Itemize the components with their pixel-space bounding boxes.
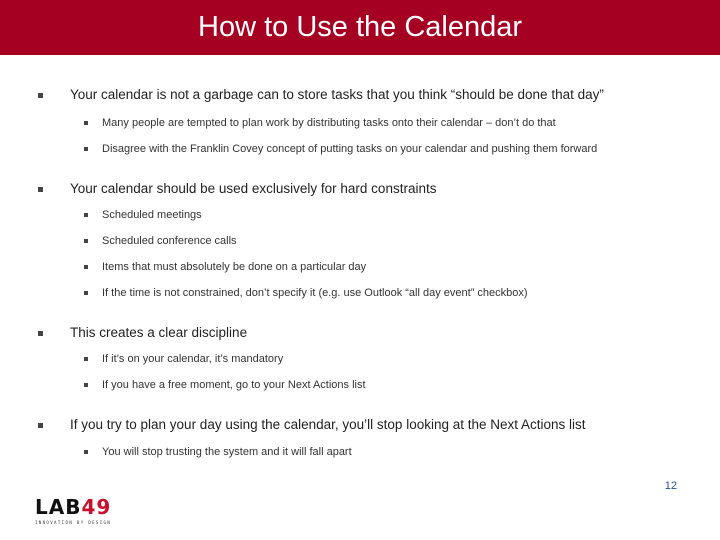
bullet-square-icon bbox=[84, 265, 88, 269]
bullet-square-icon bbox=[38, 187, 43, 192]
bullet-square-icon bbox=[84, 239, 88, 243]
bullet-square-icon bbox=[84, 147, 88, 151]
page-number: 12 bbox=[664, 480, 677, 492]
logo-number: 49 bbox=[81, 495, 112, 519]
sub-bullet-text: If it’s on your calendar, it’s mandatory bbox=[102, 353, 284, 365]
bullet-square-icon bbox=[84, 357, 88, 361]
bullet-square-icon bbox=[84, 213, 88, 217]
bullet-square-icon bbox=[84, 121, 88, 125]
sub-bullet-text: If you have a free moment, go to your Next Actions list bbox=[102, 379, 366, 391]
sub-bullet-text: Disagree with the Franklin Covey concept of putting tasks on your calendar and pushing them forward bbox=[102, 143, 598, 155]
bullet-square-icon bbox=[84, 450, 88, 454]
logo-tagline: INNOVATION BY DESIGN bbox=[35, 520, 112, 525]
sub-bullet-text: Scheduled meetings bbox=[102, 209, 202, 221]
bullet-text: If you try to plan your day using the calendar, you’ll stop looking at the Next Actions list bbox=[70, 417, 586, 432]
company-logo bbox=[35, 497, 115, 527]
bullet-square-icon bbox=[38, 423, 43, 428]
sub-bullet-text: Scheduled conference calls bbox=[102, 235, 237, 247]
sub-bullet-text: If the time is not constrained, don’t specify it (e.g. use Outlook “all day event” checkbox) bbox=[102, 287, 528, 299]
bullet-square-icon bbox=[38, 331, 43, 336]
logo-wordmark bbox=[35, 497, 115, 517]
sub-bullet-text: Many people are tempted to plan work by distributing tasks onto their calendar – don’t do that bbox=[102, 117, 556, 129]
bullet-text: This creates a clear discipline bbox=[70, 325, 248, 340]
sub-bullet-text: Items that must absolutely be done on a particular day bbox=[102, 261, 367, 273]
logo-text: LAB bbox=[35, 495, 82, 519]
slide-title: How to Use the Calendar bbox=[198, 11, 522, 43]
bullet-square-icon bbox=[84, 383, 88, 387]
bullet-text: Your calendar should be used exclusively for hard constraints bbox=[70, 181, 437, 196]
sub-bullet-text: You will stop trusting the system and it will fall apart bbox=[102, 446, 352, 458]
bullet-text: Your calendar is not a garbage can to store tasks that you think “should be done that day” bbox=[70, 87, 604, 102]
bullet-square-icon bbox=[38, 93, 43, 98]
slide-title-bar bbox=[0, 0, 720, 55]
bullet-square-icon bbox=[84, 291, 88, 295]
